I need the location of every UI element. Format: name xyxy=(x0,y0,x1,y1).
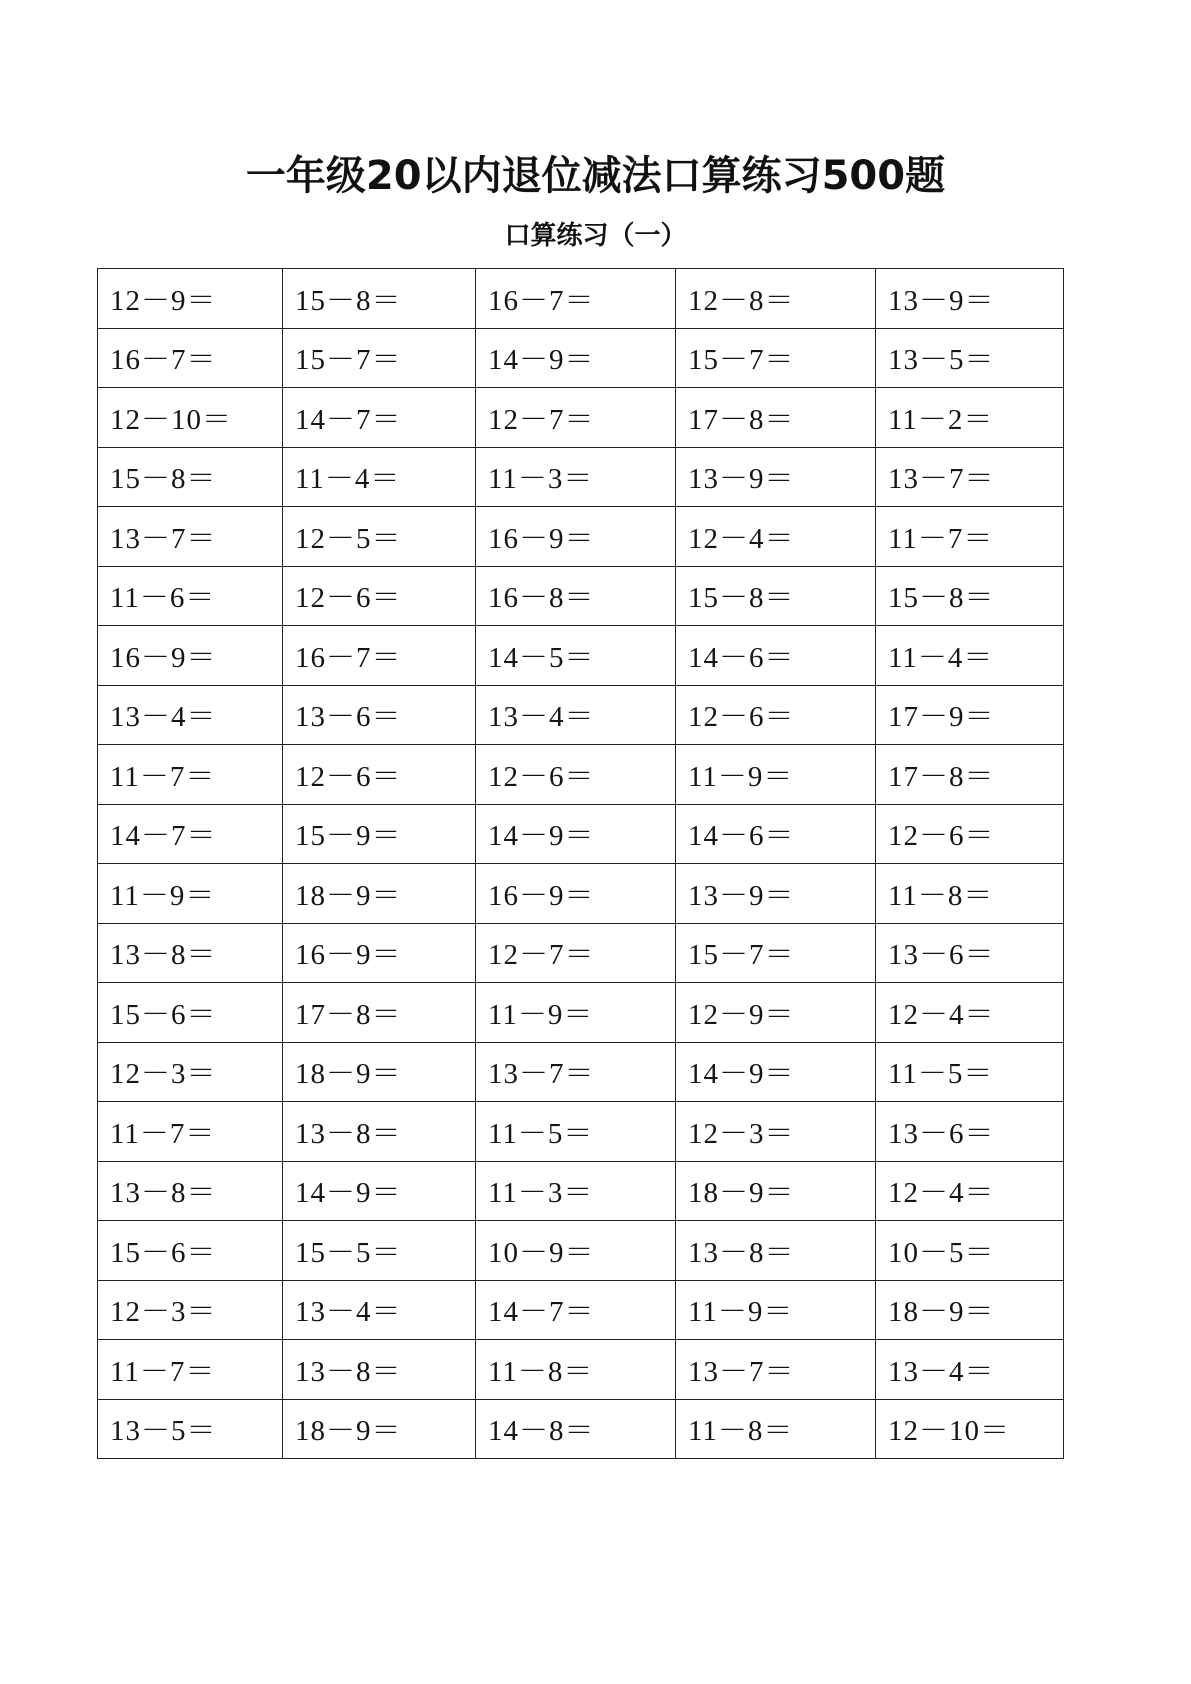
problem-cell: 13－5＝ xyxy=(98,1399,283,1459)
problem-cell: 11－9＝ xyxy=(676,745,876,805)
problem-cell: 15－6＝ xyxy=(98,983,283,1043)
problem-table xyxy=(97,268,1064,1459)
problem-cell: 14－9＝ xyxy=(476,328,676,388)
problem-cell: 13－6＝ xyxy=(876,923,1064,983)
problem-cell: 17－8＝ xyxy=(283,983,476,1043)
problem-cell: 15－8＝ xyxy=(676,566,876,626)
problem-cell: 13－9＝ xyxy=(676,864,876,924)
problem-cell: 14－5＝ xyxy=(476,626,676,686)
problem-cell: 13－7＝ xyxy=(476,1042,676,1102)
table-row xyxy=(98,1161,1064,1221)
problem-cell: 11－8＝ xyxy=(876,864,1064,924)
problem-cell: 14－9＝ xyxy=(476,804,676,864)
problem-table-body xyxy=(98,269,1064,1459)
problem-cell: 13－9＝ xyxy=(676,447,876,507)
table-row xyxy=(98,566,1064,626)
problem-cell: 14－8＝ xyxy=(476,1399,676,1459)
table-row xyxy=(98,1102,1064,1162)
problem-cell: 14－6＝ xyxy=(676,626,876,686)
problem-cell: 16－9＝ xyxy=(283,923,476,983)
problem-cell: 12－7＝ xyxy=(476,923,676,983)
table-row xyxy=(98,507,1064,567)
problem-cell: 12－4＝ xyxy=(676,507,876,567)
problem-cell: 12－3＝ xyxy=(98,1280,283,1340)
problem-cell: 11－8＝ xyxy=(476,1340,676,1400)
problem-cell: 15－8＝ xyxy=(283,269,476,329)
problem-cell: 12－3＝ xyxy=(676,1102,876,1162)
problem-cell: 16－7＝ xyxy=(283,626,476,686)
problem-cell: 12－9＝ xyxy=(98,269,283,329)
problem-cell: 12－5＝ xyxy=(283,507,476,567)
problem-cell: 14－6＝ xyxy=(676,804,876,864)
problem-cell: 13－4＝ xyxy=(98,685,283,745)
table-row xyxy=(98,328,1064,388)
problem-cell: 12－4＝ xyxy=(876,983,1064,1043)
problem-cell: 17－8＝ xyxy=(676,388,876,448)
problem-cell: 15－9＝ xyxy=(283,804,476,864)
problem-cell: 12－6＝ xyxy=(476,745,676,805)
table-row xyxy=(98,447,1064,507)
problem-cell: 13－8＝ xyxy=(283,1340,476,1400)
table-row xyxy=(98,864,1064,924)
problem-cell: 13－6＝ xyxy=(876,1102,1064,1162)
problem-cell: 11－4＝ xyxy=(876,626,1064,686)
problem-cell: 13－4＝ xyxy=(476,685,676,745)
problem-cell: 13－8＝ xyxy=(283,1102,476,1162)
problem-cell: 12－6＝ xyxy=(283,566,476,626)
problem-cell: 11－7＝ xyxy=(98,1340,283,1400)
problem-cell: 12－10＝ xyxy=(876,1399,1064,1459)
problem-cell: 17－8＝ xyxy=(876,745,1064,805)
problem-cell: 15－5＝ xyxy=(283,1221,476,1281)
problem-cell: 11－3＝ xyxy=(476,1161,676,1221)
problem-cell: 12－4＝ xyxy=(876,1161,1064,1221)
problem-cell: 13－7＝ xyxy=(676,1340,876,1400)
table-row xyxy=(98,269,1064,329)
problem-cell: 15－7＝ xyxy=(676,328,876,388)
problem-cell: 12－6＝ xyxy=(283,745,476,805)
problem-cell: 13－8＝ xyxy=(98,923,283,983)
table-row xyxy=(98,1399,1064,1459)
problem-cell: 13－5＝ xyxy=(876,328,1064,388)
problem-cell: 11－5＝ xyxy=(876,1042,1064,1102)
problem-cell: 11－4＝ xyxy=(283,447,476,507)
problem-cell: 15－6＝ xyxy=(98,1221,283,1281)
table-row xyxy=(98,626,1064,686)
problem-cell: 14－9＝ xyxy=(283,1161,476,1221)
problem-cell: 15－8＝ xyxy=(98,447,283,507)
problem-cell: 11－7＝ xyxy=(876,507,1064,567)
problem-cell: 11－9＝ xyxy=(98,864,283,924)
problem-cell: 18－9＝ xyxy=(876,1280,1064,1340)
problem-cell: 12－3＝ xyxy=(98,1042,283,1102)
problem-cell: 18－9＝ xyxy=(283,864,476,924)
problem-cell: 16－9＝ xyxy=(476,507,676,567)
problem-cell: 10－9＝ xyxy=(476,1221,676,1281)
problem-cell: 11－8＝ xyxy=(676,1399,876,1459)
problem-cell: 18－9＝ xyxy=(283,1399,476,1459)
problem-cell: 12－7＝ xyxy=(476,388,676,448)
problem-cell: 11－9＝ xyxy=(476,983,676,1043)
table-row xyxy=(98,685,1064,745)
problem-cell: 11－3＝ xyxy=(476,447,676,507)
problem-cell: 11－7＝ xyxy=(98,1102,283,1162)
problem-cell: 13－7＝ xyxy=(876,447,1064,507)
problem-cell: 18－9＝ xyxy=(283,1042,476,1102)
problem-cell: 13－8＝ xyxy=(98,1161,283,1221)
problem-cell: 11－6＝ xyxy=(98,566,283,626)
problem-cell: 13－6＝ xyxy=(283,685,476,745)
problem-cell: 16－9＝ xyxy=(476,864,676,924)
problem-cell: 13－4＝ xyxy=(283,1280,476,1340)
problem-cell: 12－8＝ xyxy=(676,269,876,329)
section-subtitle: 口算练习（一） xyxy=(504,221,687,251)
problem-cell: 18－9＝ xyxy=(676,1161,876,1221)
problem-cell: 11－5＝ xyxy=(476,1102,676,1162)
problem-cell: 16－9＝ xyxy=(98,626,283,686)
table-row xyxy=(98,983,1064,1043)
table-row xyxy=(98,1280,1064,1340)
problem-cell: 12－6＝ xyxy=(676,685,876,745)
problem-cell: 16－7＝ xyxy=(476,269,676,329)
table-row xyxy=(98,1221,1064,1281)
problem-cell: 11－2＝ xyxy=(876,388,1064,448)
problem-cell: 12－6＝ xyxy=(876,804,1064,864)
table-row xyxy=(98,1042,1064,1102)
problem-cell: 10－5＝ xyxy=(876,1221,1064,1281)
problem-cell: 15－8＝ xyxy=(876,566,1064,626)
problem-cell: 12－9＝ xyxy=(676,983,876,1043)
problem-cell: 13－4＝ xyxy=(876,1340,1064,1400)
problem-cell: 14－7＝ xyxy=(98,804,283,864)
problem-cell: 11－9＝ xyxy=(676,1280,876,1340)
problem-cell: 15－7＝ xyxy=(283,328,476,388)
problem-cell: 14－7＝ xyxy=(476,1280,676,1340)
table-row xyxy=(98,388,1064,448)
problem-cell: 13－9＝ xyxy=(876,269,1064,329)
problem-cell: 16－8＝ xyxy=(476,566,676,626)
problem-cell: 12－10＝ xyxy=(98,388,283,448)
table-row xyxy=(98,1340,1064,1400)
problem-cell: 13－7＝ xyxy=(98,507,283,567)
problem-cell: 16－7＝ xyxy=(98,328,283,388)
problem-cell: 17－9＝ xyxy=(876,685,1064,745)
table-row xyxy=(98,745,1064,805)
table-row xyxy=(98,804,1064,864)
problem-cell: 14－7＝ xyxy=(283,388,476,448)
problem-cell: 14－9＝ xyxy=(676,1042,876,1102)
problem-cell: 11－7＝ xyxy=(98,745,283,805)
table-row xyxy=(98,923,1064,983)
page-title: 一年级20以内退位减法口算练习500题 xyxy=(245,153,946,199)
problem-cell: 15－7＝ xyxy=(676,923,876,983)
problem-cell: 13－8＝ xyxy=(676,1221,876,1281)
